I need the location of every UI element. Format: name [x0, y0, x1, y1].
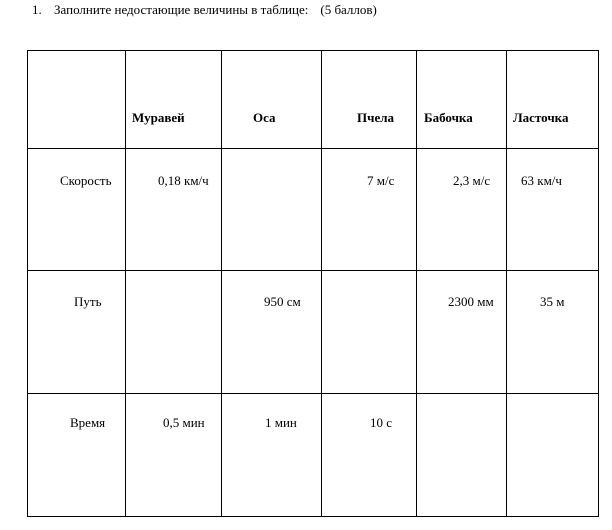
table-divider — [27, 270, 599, 271]
table-divider — [27, 148, 599, 149]
table-border-left — [27, 50, 28, 517]
table-cell: 2,3 м/с — [453, 173, 491, 188]
column-header: Оса — [253, 110, 276, 125]
table-divider — [221, 50, 222, 517]
table-cell: 950 см — [264, 294, 301, 309]
row-label: Время — [70, 415, 106, 430]
table-cell: 35 м — [540, 294, 565, 309]
table-divider — [506, 50, 507, 517]
table-cell: 63 км/ч — [521, 173, 562, 188]
column-header: Ласточка — [513, 110, 569, 125]
row-label: Скорость — [60, 173, 112, 188]
task-points: (5 баллов) — [320, 2, 377, 17]
row-label: Путь — [74, 294, 102, 309]
table-border-right — [598, 50, 599, 517]
table-divider — [27, 393, 599, 394]
task-number: 1. — [32, 2, 42, 17]
table-cell: 0,18 км/ч — [158, 173, 209, 188]
table-cell: 2300 мм — [448, 294, 494, 309]
task-text: Заполните недостающие величины в таблице: — [54, 2, 309, 17]
column-header: Бабочка — [424, 110, 473, 125]
table-cell: 10 с — [370, 415, 393, 430]
table-border-top — [27, 50, 599, 51]
table-cell: 7 м/с — [367, 173, 395, 188]
column-header: Пчела — [357, 110, 395, 125]
table-divider — [416, 50, 417, 517]
table-cell: 1 мин — [265, 415, 297, 430]
table-border-bottom — [27, 516, 599, 517]
table-divider — [125, 50, 126, 517]
column-header: Муравей — [132, 110, 185, 125]
table-divider — [321, 50, 322, 517]
table-cell: 0,5 мин — [163, 415, 205, 430]
